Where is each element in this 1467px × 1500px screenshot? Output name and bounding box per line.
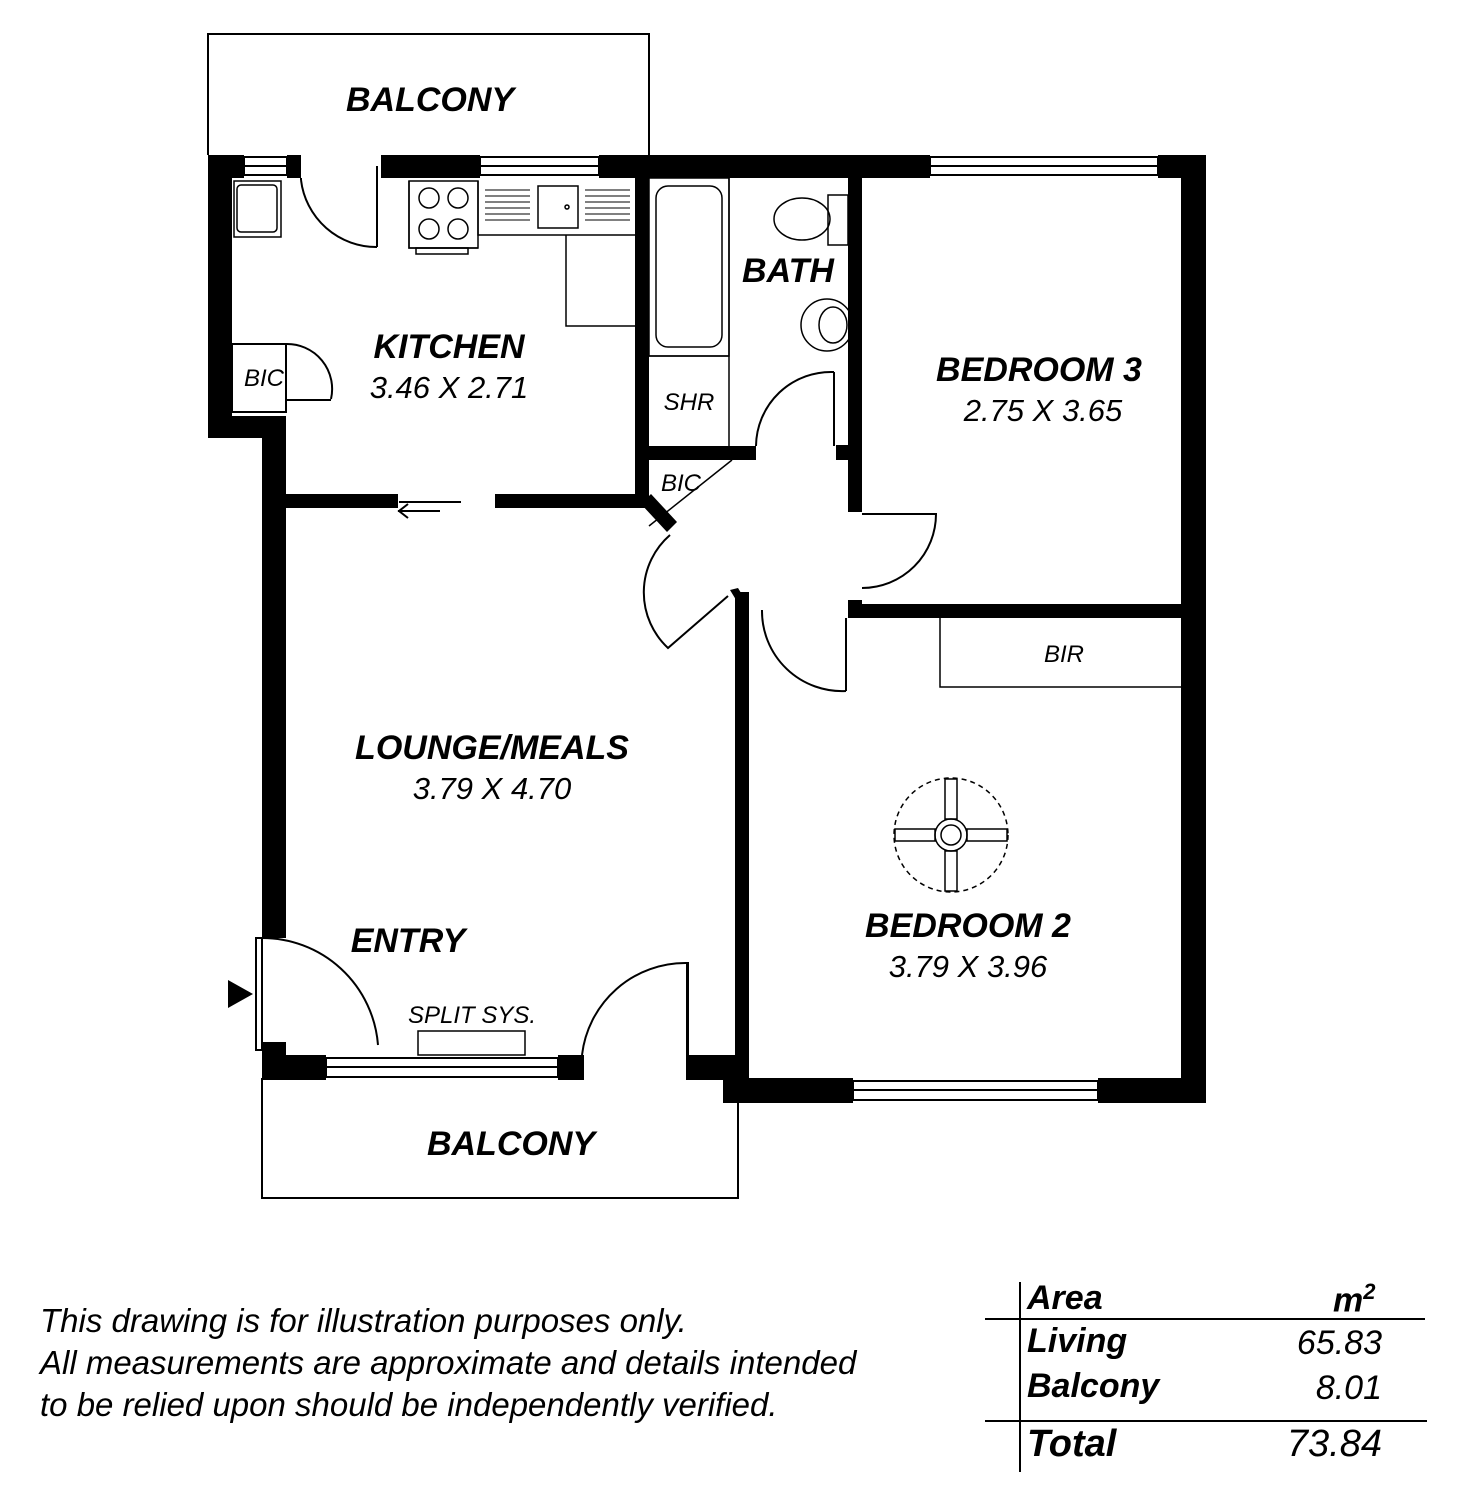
split-system-unit	[418, 1031, 525, 1055]
disclaimer-line-2: All measurements are approximate and details intended	[40, 1344, 857, 1381]
split-sys-label: SPLIT SYS.	[407, 1002, 537, 1029]
kitchen-label: KITCHEN	[373, 328, 525, 366]
area-header-unit: $m^2$	[1333, 1279, 1376, 1320]
balcony-top-label: BALCONY	[345, 81, 515, 119]
sink-icon	[538, 186, 578, 228]
basin-icon	[801, 299, 853, 351]
bedroom3-dims: 2.75 X 3.65	[963, 393, 1123, 428]
walls	[208, 155, 1206, 1103]
kitchen-dims: 3.46 X 2.71	[369, 370, 529, 405]
bathtub-icon	[649, 178, 729, 356]
area-row-living-value: 65.83	[1296, 1324, 1382, 1362]
toilet-icon	[774, 198, 830, 240]
bedroom2-fixtures	[894, 618, 1181, 892]
area-row-balcony-value: 8.01	[1315, 1369, 1382, 1407]
entry-arrow-icon	[228, 980, 253, 1008]
bedroom3-label: BEDROOM 3	[936, 351, 1142, 389]
lounge-dims: 3.79 X 4.70	[412, 771, 572, 806]
disclaimer-line-3: to be relied upon should be independently verified.	[40, 1386, 778, 1423]
bic-kitchen-label: BIC	[243, 365, 285, 392]
bedroom2-dims: 3.79 X 3.96	[888, 949, 1048, 984]
balcony-bottom-label: BALCONY	[426, 1125, 596, 1163]
area-table-total-rule	[985, 1420, 1427, 1422]
bic-hall-label: BIC	[660, 470, 702, 497]
ceiling-fan-icon	[894, 778, 1008, 892]
cooktop-icon	[409, 181, 478, 248]
bedroom2-label: BEDROOM 2	[865, 907, 1071, 945]
fridge-icon	[234, 181, 281, 237]
area-header-label: Area	[1027, 1279, 1103, 1317]
area-table-vertical-rule	[1019, 1282, 1021, 1472]
disclaimer	[40, 1300, 980, 1426]
kitchen-fixtures	[234, 181, 635, 326]
disclaimer-line-1: This drawing is for illustration purposes only.	[40, 1302, 687, 1339]
area-table	[985, 1272, 1430, 1472]
area-total-value: 73.84	[1286, 1423, 1382, 1465]
entry-label: ENTRY	[350, 922, 466, 960]
area-row-living-label: Living	[1027, 1322, 1128, 1360]
area-total-label: Total	[1027, 1423, 1117, 1465]
shr-label: SHR	[663, 389, 715, 416]
lounge-label: LOUNGE/MEALS	[355, 729, 629, 767]
bath-label: BATH	[742, 252, 834, 290]
bir-label: BIR	[1043, 641, 1085, 668]
area-row-balcony-label: Balcony	[1027, 1367, 1160, 1405]
